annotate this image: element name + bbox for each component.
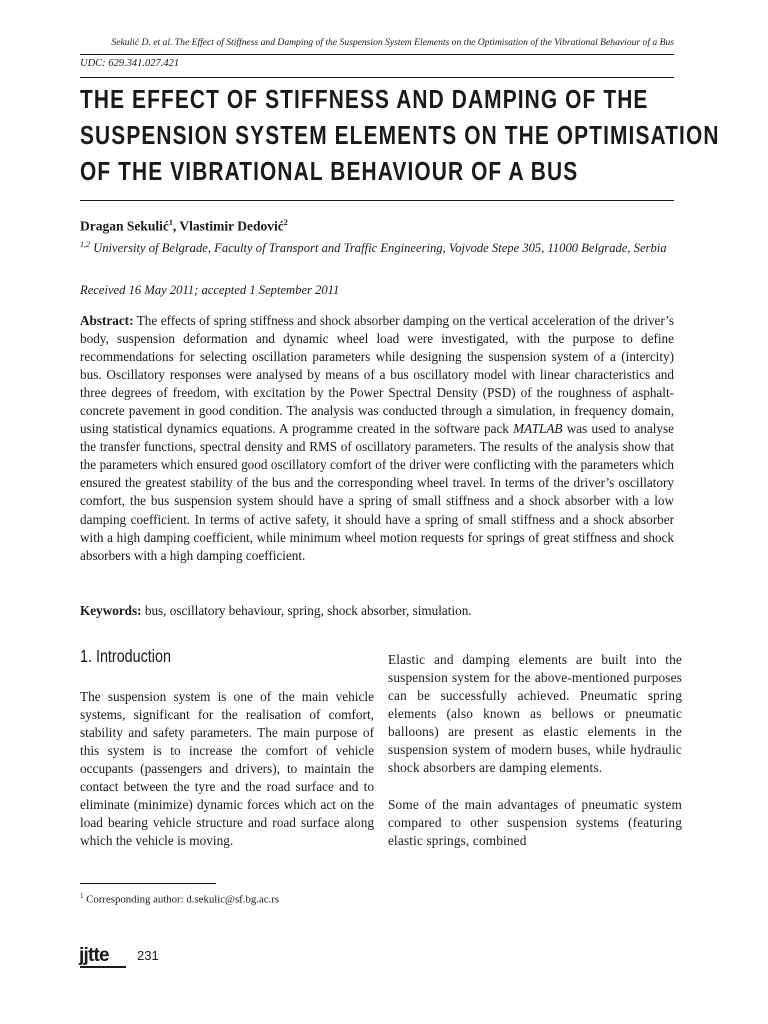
title-line-2: SUSPENSION SYSTEM ELEMENTS ON THE OPTIMISATION: [80, 122, 720, 150]
abstract-software-name: MATLAB: [513, 421, 563, 437]
received-accepted-dates: Received 16 May 2011; accepted 1 September 2011: [80, 283, 340, 297]
title-top-rule: [80, 77, 674, 78]
header-rule: [80, 54, 674, 55]
author-1-affil-marker: 1: [168, 218, 173, 227]
udc-code: UDC: 629.341.027.421: [80, 58, 180, 69]
intro-paragraph-3: Some of the main advantages of pneumatic system compared to other suspension systems (featuring elastic springs, combined: [388, 797, 682, 849]
footnote-marker: 1: [80, 892, 84, 900]
left-column: [80, 688, 374, 869]
title-bottom-rule: [80, 200, 674, 201]
section-heading-introduction: 1. Introduction: [80, 646, 171, 666]
authors: [80, 218, 288, 235]
paper-title: [80, 82, 720, 190]
affiliation-marker: 1,2: [80, 240, 90, 249]
footnote: [80, 892, 279, 906]
right-column: [388, 651, 682, 869]
logo-underline: [80, 966, 126, 968]
abstract: [80, 312, 674, 565]
intro-paragraph-1: The suspension system is one of the main vehicle systems, significant for the realisation of comfort, stability and safety parameters. The main purpose of this system is to increase the comfort of vehicle occupants (passengers and drivers), to maintain the contact between the tyre and the road surface and to eliminate (minimize) dynamic forces which act on the load bearing vehicle structure and road surface along which the vehicle is moving.: [80, 689, 374, 849]
keywords-text: bus, oscillatory behaviour, spring, shock absorber, simulation.: [141, 603, 472, 618]
page-number: 231: [137, 948, 159, 963]
affiliation-text: University of Belgrade, Faculty of Transport and Traffic Engineering, Vojvode Stepe 305, 11000 Belgrade, Serbia: [90, 241, 667, 256]
footnote-text: Corresponding author: d.sekulic@sf.bg.ac.rs: [83, 893, 280, 906]
title-line-1: THE EFFECT OF STIFFNESS AND DAMPING OF THE: [80, 86, 649, 114]
journal-logo: jjtte: [79, 945, 109, 966]
abstract-label: Abstract:: [80, 313, 134, 328]
footnote-divider: [80, 883, 216, 884]
author-2-affil-marker: 2: [283, 218, 288, 227]
title-line-3: OF THE VIBRATIONAL BEHAVIOUR OF A BUS: [80, 158, 579, 186]
author-separator: ,: [172, 218, 180, 234]
intro-paragraph-2: Elastic and damping elements are built into the suspension system for the above-mentioned purposes can be successfully achieved. Pneumatic spring elements (also known as bellows or pneumatic balloons) are present as elastic elements in the suspension system of modern buses, while hydraulic shock absorbers are damping elements.: [388, 652, 682, 776]
keywords-label: Keywords:: [80, 603, 142, 618]
running-header: Sekulić D. et al. The Effect of Stiffness and Damping of the Suspension System Elements on the Optimisation of the Vibrational Behaviour of a Bus: [111, 37, 674, 48]
author-2: Vlastimir Dedović: [179, 218, 284, 234]
abstract-text-2: was used to analyse the transfer functions, spectral density and RMS of oscillatory parameters. The results of the analysis show that the parameters which ensured good oscillatory comfort of the driver were conflicting with the parameters which ensured the greatest stability of the bus and the corresponding wheel travel. In terms of the driver’s oscillatory comfort, the bus suspension system should have a spring of small stiffness and a shock absorber with a low damping coefficient. In terms of active safety, it should have a spring of small stiffness and a shock absorber with a high damping coefficient, while minimum wheel motion requests for springs of great stiffness and shock absorbers with a high damping coefficient.: [80, 421, 674, 563]
keywords: [80, 602, 674, 620]
affiliation: [80, 236, 680, 257]
abstract-text-1: The effects of spring stiffness and shock absorber damping on the vertical acceleration of the driver’s body, suspension deformation and dynamic wheel load were investigated, with the purpose to define recommendations for selecting oscillation parameters while designing the suspension system of a (intercity) bus. Oscillatory responses were analysed by means of a bus oscillatory model with linear characteristics and three degrees of freedom, with excitation by the Power Spectral Density (PSD) of the roughness of asphalt-concrete pavement in good condition. The analysis was conducted through a simulation, in frequency domain, using statistical dynamics equations. A programme created in the software pack: [80, 313, 674, 437]
author-1: Dragan Sekulić: [80, 218, 169, 234]
